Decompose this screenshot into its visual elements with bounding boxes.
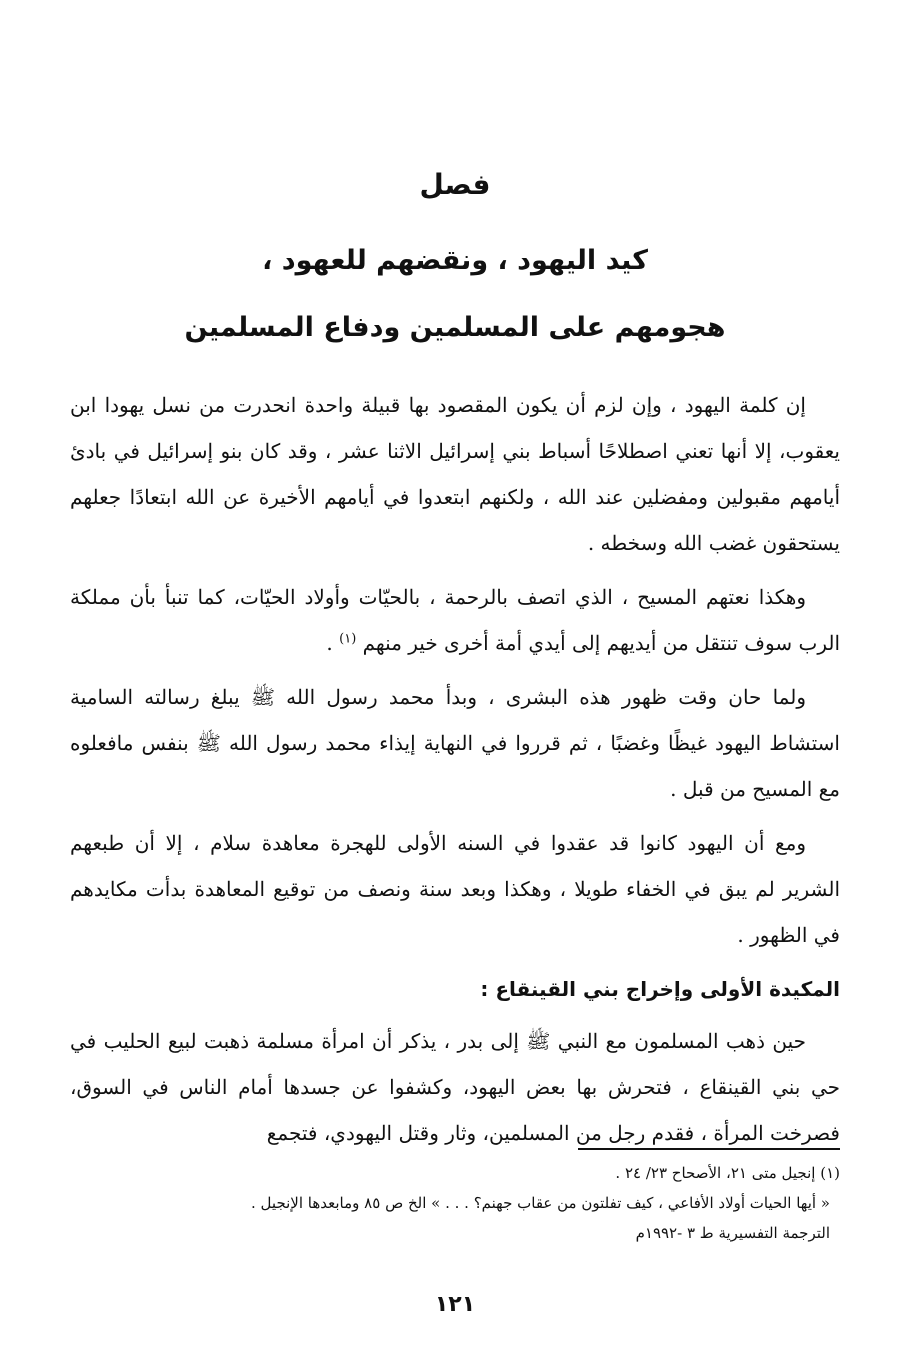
footnote-marker: (١) <box>339 631 357 647</box>
footnote-divider <box>578 1148 840 1150</box>
section-title-line-1: كيد اليهود ، ونقضهم للعهود ، <box>262 245 648 276</box>
chapter-title: فصل <box>419 168 491 201</box>
paragraph-3: ولما حان وقت ظهور هذه البشرى ، وبدأ محمد رسول الله ﷺ يبلغ رسالته السامية استشاط اليهود غيظًا وغضبًا ، ثم قرروا في النهاية إيذاء محمد رسول الله ﷺ بنفس مافعلوه مع المسيح من قبل . <box>70 685 840 801</box>
section-title-line-2: هجومهم على المسلمين ودفاع المسلمين <box>184 312 726 343</box>
footnote-1-quote: « أيها الحيات أولاد الأفاعي ، كيف تفلتون من عقاب جهنم؟ . . . » الخ ص ٨٥ ومابعدها الإنجيل . <box>251 1194 830 1212</box>
paragraph-2 <box>70 574 840 666</box>
paragraph-1: إن كلمة اليهود ، وإن لزم أن يكون المقصود بها قبيلة واحدة انحدرت من نسل يهودا ابن يعقوب، إلا أنها تعني اصطلاحًا أسباط بني إسرائيل الاثنا عشر ، وقد كان بنو إسرائيل في بادئ أيامهم مقبولين ومفضلين عند الله ، ولكنهم ابتعدوا في أيامهم الأخيرة عن الله ابتعادًا جعلهم يستحقون غضب الله وسخطه . <box>70 393 841 555</box>
footnote-1-source: الترجمة التفسيرية ط ٣ -١٩٩٢م <box>635 1224 830 1242</box>
footnote-1: (١) إنجيل متى ٢١، الأصحاح ٢٣/ ٢٤ . <box>615 1164 840 1182</box>
body-text <box>70 382 840 1164</box>
page-number: ١٢١ <box>434 1292 476 1317</box>
paragraph-2-end: . <box>326 631 340 655</box>
paragraph-5: حين ذهب المسلمون مع النبي ﷺ إلى بدر ، يذكر أن امرأة مسلمة ذهبت لبيع الحليب في حي بني القينقاع ، فتحرش بها بعض اليهود، وكشفوا عن جسدها أمام الناس في السوق، فصرخت المرأة ، فقدم رجل من المسلمين، وثار وقتل اليهودي، فتجمع <box>70 1029 840 1145</box>
subheading: المكيدة الأولى وإخراج بني القينقاع : <box>480 977 840 1001</box>
footnotes <box>70 1158 840 1248</box>
paragraph-4: ومع أن اليهود كانوا قد عقدوا في السنه الأولى للهجرة معاهدة سلام ، إلا أن طبعهم الشرير لم يبق في الخفاء طويلا ، وهكذا وبعد سنة ونصف من توقيع المعاهدة بدأت مكايدهم في الظهور . <box>70 831 840 947</box>
paragraph-2-text: وهكذا نعتهم المسيح ، الذي اتصف بالرحمة ، بالحيّات وأولاد الحيّات، كما تنبأ بأن مملكة الرب سوف تنتقل من أيديهم إلى أيدي أمة أخرى خير منهم <box>70 585 840 655</box>
